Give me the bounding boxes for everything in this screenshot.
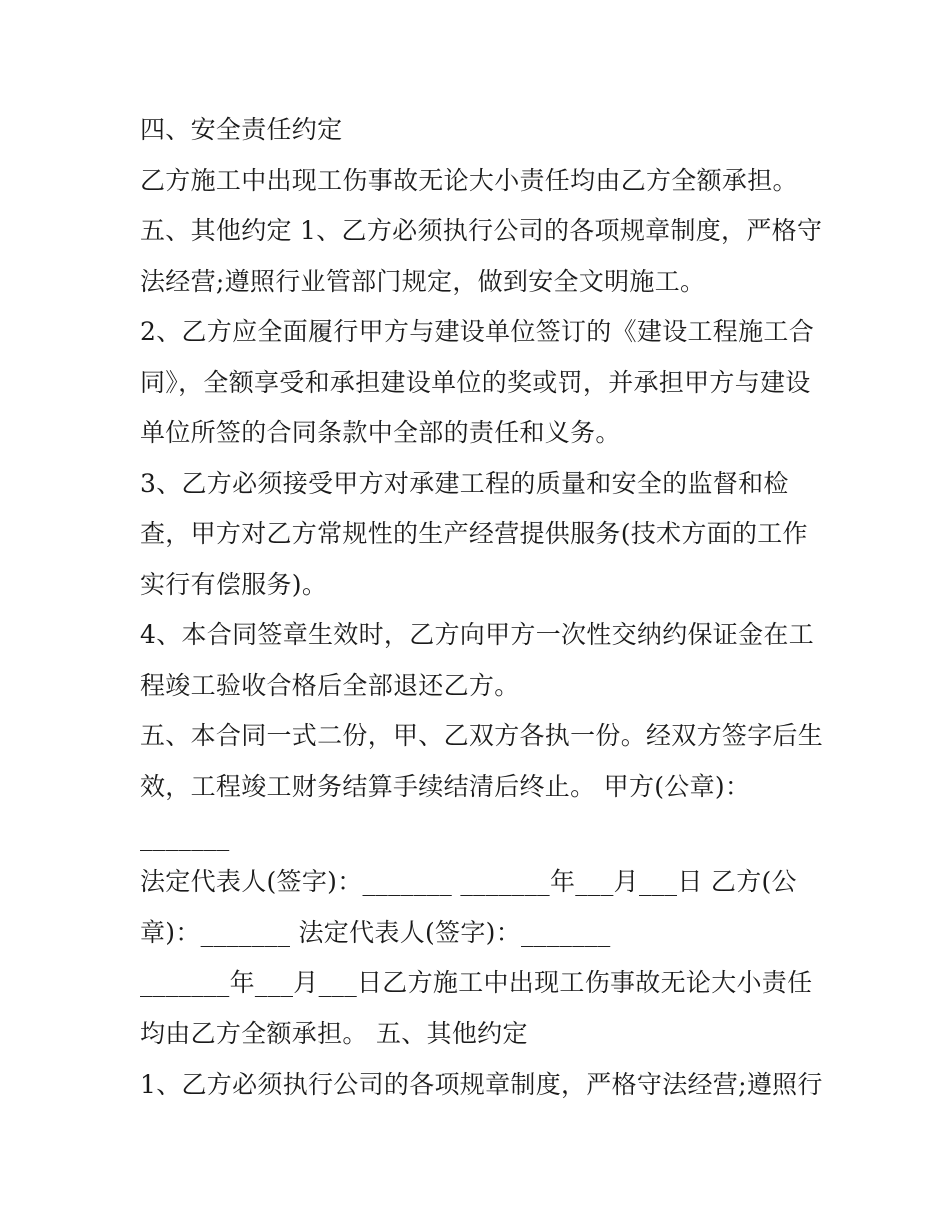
paragraph-line: 3、乙方必须接受甲方对承建工程的质量和安全的监督和检 [140,469,789,498]
paragraph-line: 2、乙方应全面履行甲方与建设单位签订的《建设工程施工合 [140,317,815,346]
paragraph-line: _______年___月___日乙方施工中出现工伤事故无论大小责任 [140,968,813,997]
paragraph-line: 效，工程竣工财务结算手续结清后终止。 甲方(公章)： [140,772,751,801]
paragraph-line: 4、本合同签章生效时，乙方向甲方一次性交纳约保证金在工 [140,620,815,649]
paragraph-line: 同》，全额享受和承担建设单位的奖或罚，并承担甲方与建设 [140,368,811,397]
signature-line: 章)：_______ 法定代表人(签字)：_______ [140,918,611,947]
paragraph-line: 1、乙方必须执行公司的各项规章制度，严格守法经营;遵照行 [140,1070,823,1099]
paragraph-line: 实行有偿服务)。 [140,570,328,599]
paragraph-line: 乙方施工中出现工伤事故无论大小责任均由乙方全额承担。 [140,166,798,195]
paragraph-line: 程竣工验收合格后全部退还乙方。 [140,671,520,700]
paragraph-line: 法经营;遵照行业管部门规定，做到安全文明施工。 [140,267,706,296]
paragraph-line: 查，甲方对乙方常规性的生产经营提供服务(技术方面的工作 [140,519,808,548]
paragraph-line: 五、本合同一式二份，甲、乙双方各执一份。经双方签字后生 [140,721,824,750]
signature-line: 法定代表人(签字)：_______ _______年___月___日 乙方(公 [140,867,797,896]
section-heading-safety: 四、安全责任约定 [140,115,343,144]
paragraph-line: 五、其他约定 1、乙方必须执行公司的各项规章制度，严格守 [140,216,823,245]
signature-blank: _______ [140,822,230,851]
paragraph-line: 均由乙方全额承担。 五、其他约定 [140,1019,528,1048]
paragraph-line: 单位所签的合同条款中全部的责任和义务。 [140,418,621,447]
